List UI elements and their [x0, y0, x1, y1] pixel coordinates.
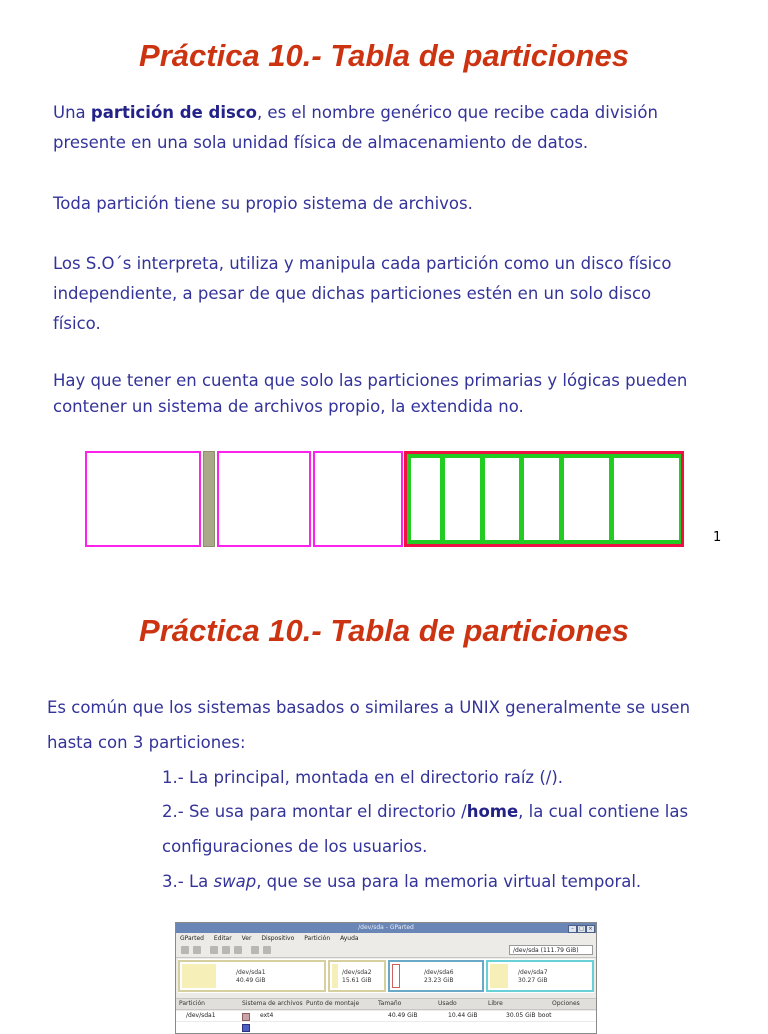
- logical-partition-5: [562, 456, 611, 542]
- column-punto-montaje: Punto de montaje: [306, 1000, 360, 1007]
- minimize-icon: –: [568, 925, 577, 933]
- list-item-home: [162, 794, 722, 864]
- row-free: 30.05 GiB: [506, 1012, 536, 1019]
- column-sistema-archivos: Sistema de archivos: [242, 1000, 303, 1007]
- term-swap: swap: [213, 872, 257, 891]
- gparted-partition-sda7: [486, 960, 594, 992]
- partition-size: 40.49 GiB: [236, 977, 266, 984]
- partition-size: 30.27 GiB: [518, 977, 548, 984]
- primary-partition-3: [313, 451, 403, 547]
- list-item-home-rest: , la cual contiene las configuraciones de los usuarios.: [162, 802, 689, 856]
- paragraph-prefix: Una: [53, 103, 91, 122]
- partition-name: /dev/sda1: [236, 969, 266, 976]
- primary-partition-2: [217, 451, 311, 547]
- gparted-table-header: [176, 998, 596, 1010]
- slide-2: [0, 580, 768, 1024]
- new-partition-icon: [181, 946, 189, 954]
- partition-name: /dev/sda7: [518, 969, 548, 976]
- column-opciones: Opciones: [552, 1000, 580, 1007]
- term-home: home: [466, 802, 519, 821]
- delete-icon: [193, 946, 201, 954]
- apply-icon: [263, 946, 271, 954]
- usage-fill: [182, 964, 216, 988]
- row-used: 10.44 GiB: [448, 1012, 478, 1019]
- paragraph-unix-partitions: Es común que los sistemas basados o similares a UNIX generalmente se usen hasta con 3 particiones:: [47, 698, 691, 752]
- swap-block: [392, 964, 400, 988]
- extended-partition: [404, 451, 684, 547]
- logical-partition-4: [522, 456, 561, 542]
- gparted-window-title: /dev/sda - GParted: [358, 924, 414, 931]
- logical-partition-2: [443, 456, 482, 542]
- paragraph-primary-logical: Hay que tener en cuenta que solo las particiones primarias y lógicas pueden contener un sistema de archivos propio, la extendida no.: [53, 371, 688, 416]
- menu-editar: Editar: [213, 935, 232, 942]
- list-item-swap-rest: , que se usa para la memoria virtual temporal.: [256, 872, 642, 891]
- gparted-menubar: [176, 934, 596, 943]
- column-usado: Usado: [438, 1000, 457, 1007]
- menu-ayuda: Ayuda: [340, 935, 359, 942]
- usage-fill: [490, 964, 508, 988]
- gparted-partition-sda6: [388, 960, 484, 992]
- maximize-icon: □: [577, 925, 586, 933]
- row-flags: boot: [538, 1012, 552, 1019]
- row-partition: /dev/sda1: [186, 1012, 216, 1019]
- column-particion: Partición: [179, 1000, 205, 1007]
- unallocated-space: [203, 451, 215, 547]
- usage-fill: [332, 964, 338, 988]
- paste-icon: [234, 946, 242, 954]
- list-item-swap-prefix: 3.- La: [162, 872, 214, 891]
- logical-partition-6: [612, 456, 681, 542]
- logical-partition-1: [409, 456, 442, 542]
- paragraph-rest: , es el nombre genérico que recibe cada división presente en una sola unidad física de almacenamiento de datos.: [53, 103, 658, 152]
- paragraph-os-interpretation: Los S.O´s interpreta, utiliza y manipula cada partición como un disco físico independiente, a pesar de que dichas particiones estén en un solo disco físico.: [53, 254, 672, 333]
- partition-name: /dev/sda6: [424, 969, 454, 976]
- menu-dispositivo: Dispositivo: [261, 935, 295, 942]
- gparted-partition-sda2: [328, 960, 386, 992]
- gparted-screenshot: [175, 922, 597, 1034]
- gparted-partition-map: [178, 959, 594, 993]
- paragraph-filesystem: Toda partición tiene su propio sistema de archivos.: [53, 194, 473, 213]
- gparted-titlebar: [176, 923, 596, 933]
- menu-ver: Ver: [241, 935, 252, 942]
- close-icon: ×: [586, 925, 595, 933]
- undo-icon: [251, 946, 259, 954]
- column-libre: Libre: [488, 1000, 503, 1007]
- logical-partition-3: [483, 456, 521, 542]
- partition-name: /dev/sda2: [342, 969, 372, 976]
- filesystem-color-swatch: [242, 1013, 250, 1021]
- filesystem-color-swatch: [242, 1024, 250, 1032]
- slide-1-title: Práctica 10.- Tabla de particiones: [139, 38, 629, 73]
- partition-size: 23.23 GiB: [424, 977, 454, 984]
- term-partition-de-disco: partición de disco: [90, 103, 257, 122]
- slide-2-title: Práctica 10.- Tabla de particiones: [139, 613, 629, 648]
- paragraph-partition-definition: [53, 98, 693, 158]
- copy-icon: [222, 946, 230, 954]
- page-number: 1: [713, 530, 722, 545]
- table-row: [176, 1011, 596, 1021]
- row-size: 40.49 GiB: [388, 1012, 418, 1019]
- list-item-home-prefix: 2.- Se usa para montar el directorio /: [162, 802, 467, 821]
- menu-particion: Partición: [304, 935, 331, 942]
- gparted-partition-sda1: [178, 960, 326, 992]
- resize-icon: [210, 946, 218, 954]
- row-filesystem: ext4: [260, 1012, 274, 1019]
- primary-partition-1: [85, 451, 201, 547]
- partition-size: 15.61 GiB: [342, 977, 372, 984]
- column-tamano: Tamaño: [378, 1000, 402, 1007]
- list-item-swap: [162, 864, 722, 899]
- menu-gparted: GParted: [180, 935, 204, 942]
- device-selector: /dev/sda (111.79 GiB): [509, 945, 593, 955]
- list-item-root: 1.- La principal, montada en el directorio raíz (/).: [162, 768, 564, 787]
